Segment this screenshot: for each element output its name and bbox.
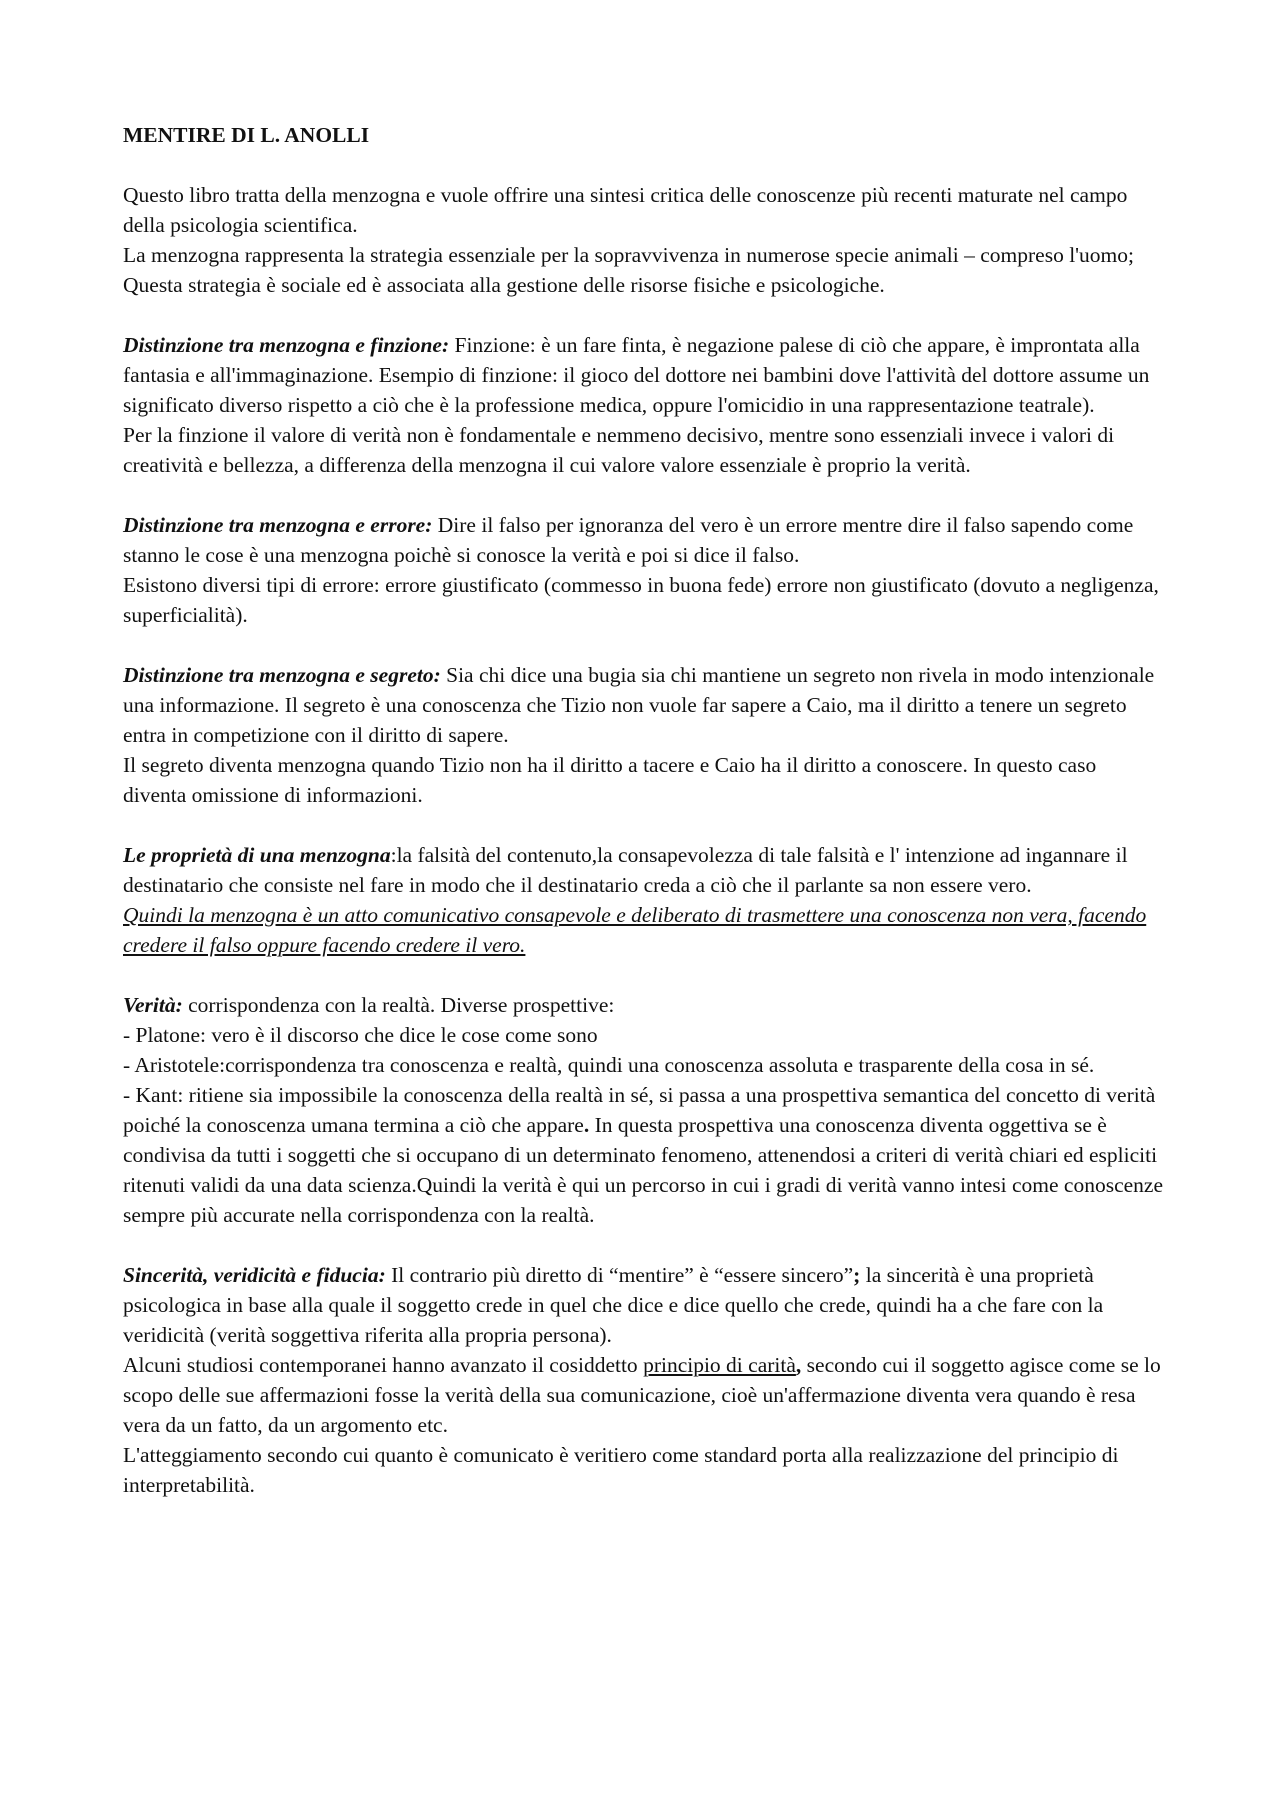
errore-heading: Distinzione tra menzogna e errore:	[123, 513, 433, 537]
sincerita-heading: Sincerità, veridicità e fiducia:	[123, 1263, 386, 1287]
proprieta-text-1: :la falsità del contenuto,la consapevolezza di tale falsità e l' intenzione ad ingannare il destinatario che consiste nel fare in modo che il destinatario creda a ciò che il parlante sa non essere vero.	[123, 843, 1128, 897]
principio-di-carita-term: principio di carità	[643, 1353, 796, 1377]
spacer	[123, 960, 1163, 990]
spacer	[123, 810, 1163, 840]
finzione-heading: Distinzione tra menzogna e finzione:	[123, 333, 450, 357]
proprieta-paragraph	[123, 840, 1163, 900]
document-page	[123, 120, 1163, 1500]
sincerita-text-1a: Il contrario più diretto di “mentire” è “essere sincero”	[385, 1263, 854, 1287]
sincerita-semicolon: ;	[853, 1263, 861, 1287]
spacer	[123, 630, 1163, 660]
sincerita-text-2a: Alcuni studiosi contemporanei hanno avanzato il cosiddetto	[123, 1353, 644, 1377]
verita-heading: Verità:	[123, 993, 183, 1017]
segreto-paragraph	[123, 660, 1163, 750]
verita-item-platone: - Platone: vero è il discorso che dice le cose come sono	[123, 1023, 598, 1047]
finzione-text-1: Finzione: è un fare finta, è negazione palese di ciò che appare, è improntata alla fantasia e all'immaginazione. Esempio di finzione: il gioco del dottore nei bambini dove l'attività del dottore assume un significato diverso rispetto a ciò che è la professione medica, oppure l'omicidio in una rappresentazione teatrale).	[123, 333, 1150, 417]
segreto-text-2: Il segreto diventa menzogna quando Tizio non ha il diritto a tacere e Caio ha il diritto a conoscere. In questo caso diventa omissione di informazioni.	[123, 753, 1097, 807]
errore-paragraph	[123, 510, 1163, 570]
sincerita-carita-paragraph	[123, 1350, 1163, 1440]
document-title: MENTIRE DI L. ANOLLI	[123, 123, 370, 147]
verita-item-kant	[123, 1080, 1163, 1230]
sincerita-comma: ,	[795, 1353, 802, 1377]
verita-kant-text-a: - Kant: ritiene sia impossibile la conoscenza della realtà in sé, si passa a una prospettiva semantica del concetto di verità poiché la conoscenza umana termina a ciò che appare	[123, 1083, 1156, 1137]
intro-paragraph-2: La menzogna rappresenta la strategia essenziale per la sopravvivenza in numerose specie animali – compreso l'uomo; Questa strategia è sociale ed è associata alla gestione delle risorse fisiche e psicologiche.	[123, 243, 1134, 297]
proprieta-conclusion: Quindi la menzogna è un atto comunicativo consapevole e deliberato di trasmettere una conoscenza non vera, facendo credere il falso oppure facendo credere il vero.	[123, 903, 1147, 957]
segreto-heading: Distinzione tra menzogna e segreto:	[123, 663, 441, 687]
segreto-text-1: Sia chi dice una bugia sia chi mantiene un segreto non rivela in modo intenzionale una informazione. Il segreto è una conoscenza che Tizio non vuole far sapere a Caio, ma il diritto a tenere un segreto entra in competizione con il diritto di sapere.	[123, 663, 1155, 747]
intro-paragraph-1: Questo libro tratta della menzogna e vuole offrire una sintesi critica delle conoscenze più recenti maturate nel campo della psicologia scientifica.	[123, 183, 1128, 237]
finzione-paragraph	[123, 330, 1163, 420]
sincerita-paragraph	[123, 1260, 1163, 1350]
verita-kant-dot: .	[583, 1113, 590, 1137]
errore-text-2: Esistono diversi tipi di errore: errore giustificato (commesso in buona fede) errore non giustificato (dovuto a negligenza, superficialità).	[123, 573, 1159, 627]
proprieta-heading: Le proprietà di una menzogna	[123, 843, 391, 867]
verita-kant-text-b: In questa prospettiva una conoscenza diventa oggettiva se è condivisa da tutti i soggetti che si occupano di un determinato fenomeno, attenendosi a criteri di verità chiari ed espliciti ritenuti validi da una data scienza.Quindi la verità è qui un percorso in cui i gradi di verità vanno intesi come conoscenze sempre più accurate nella corrispondenza con la realtà.	[123, 1113, 1163, 1227]
errore-text-1: Dire il falso per ignoranza del vero è un errore mentre dire il falso sapendo come stanno le cose è una menzogna poichè si conosce la verità e poi si dice il falso.	[123, 513, 1134, 567]
verita-paragraph	[123, 990, 1163, 1020]
spacer	[123, 480, 1163, 510]
spacer	[123, 300, 1163, 330]
spacer	[123, 1230, 1163, 1260]
sincerita-text-3: L'atteggiamento secondo cui quanto è comunicato è veritiero come standard porta alla realizzazione del principio di interpretabilità.	[123, 1443, 1119, 1497]
verita-item-aristotele: - Aristotele:corrispondenza tra conoscenza e realtà, quindi una conoscenza assoluta e trasparente della cosa in sé.	[123, 1053, 1095, 1077]
verita-text-1: corrispondenza con la realtà. Diverse prospettive:	[182, 993, 615, 1017]
finzione-text-2: Per la finzione il valore di verità non è fondamentale e nemmeno decisivo, mentre sono essenziali invece i valori di creatività e bellezza, a differenza della menzogna il cui valore valore essenziale è proprio la verità.	[123, 423, 1115, 477]
sincerita-text-2b: secondo cui il soggetto agisce come se lo scopo delle sue affermazioni fosse la verità della sua comunicazione, cioè un'affermazione diventa vera quando è resa vera da un fatto, da un argomento etc.	[123, 1353, 1161, 1437]
sincerita-text-1b: la sincerità è una proprietà psicologica in base alla quale il soggetto crede in quel che dice e dice quello che crede, quindi ha a che fare con la veridicità (verità soggettiva riferita alla propria persona).	[123, 1263, 1104, 1347]
